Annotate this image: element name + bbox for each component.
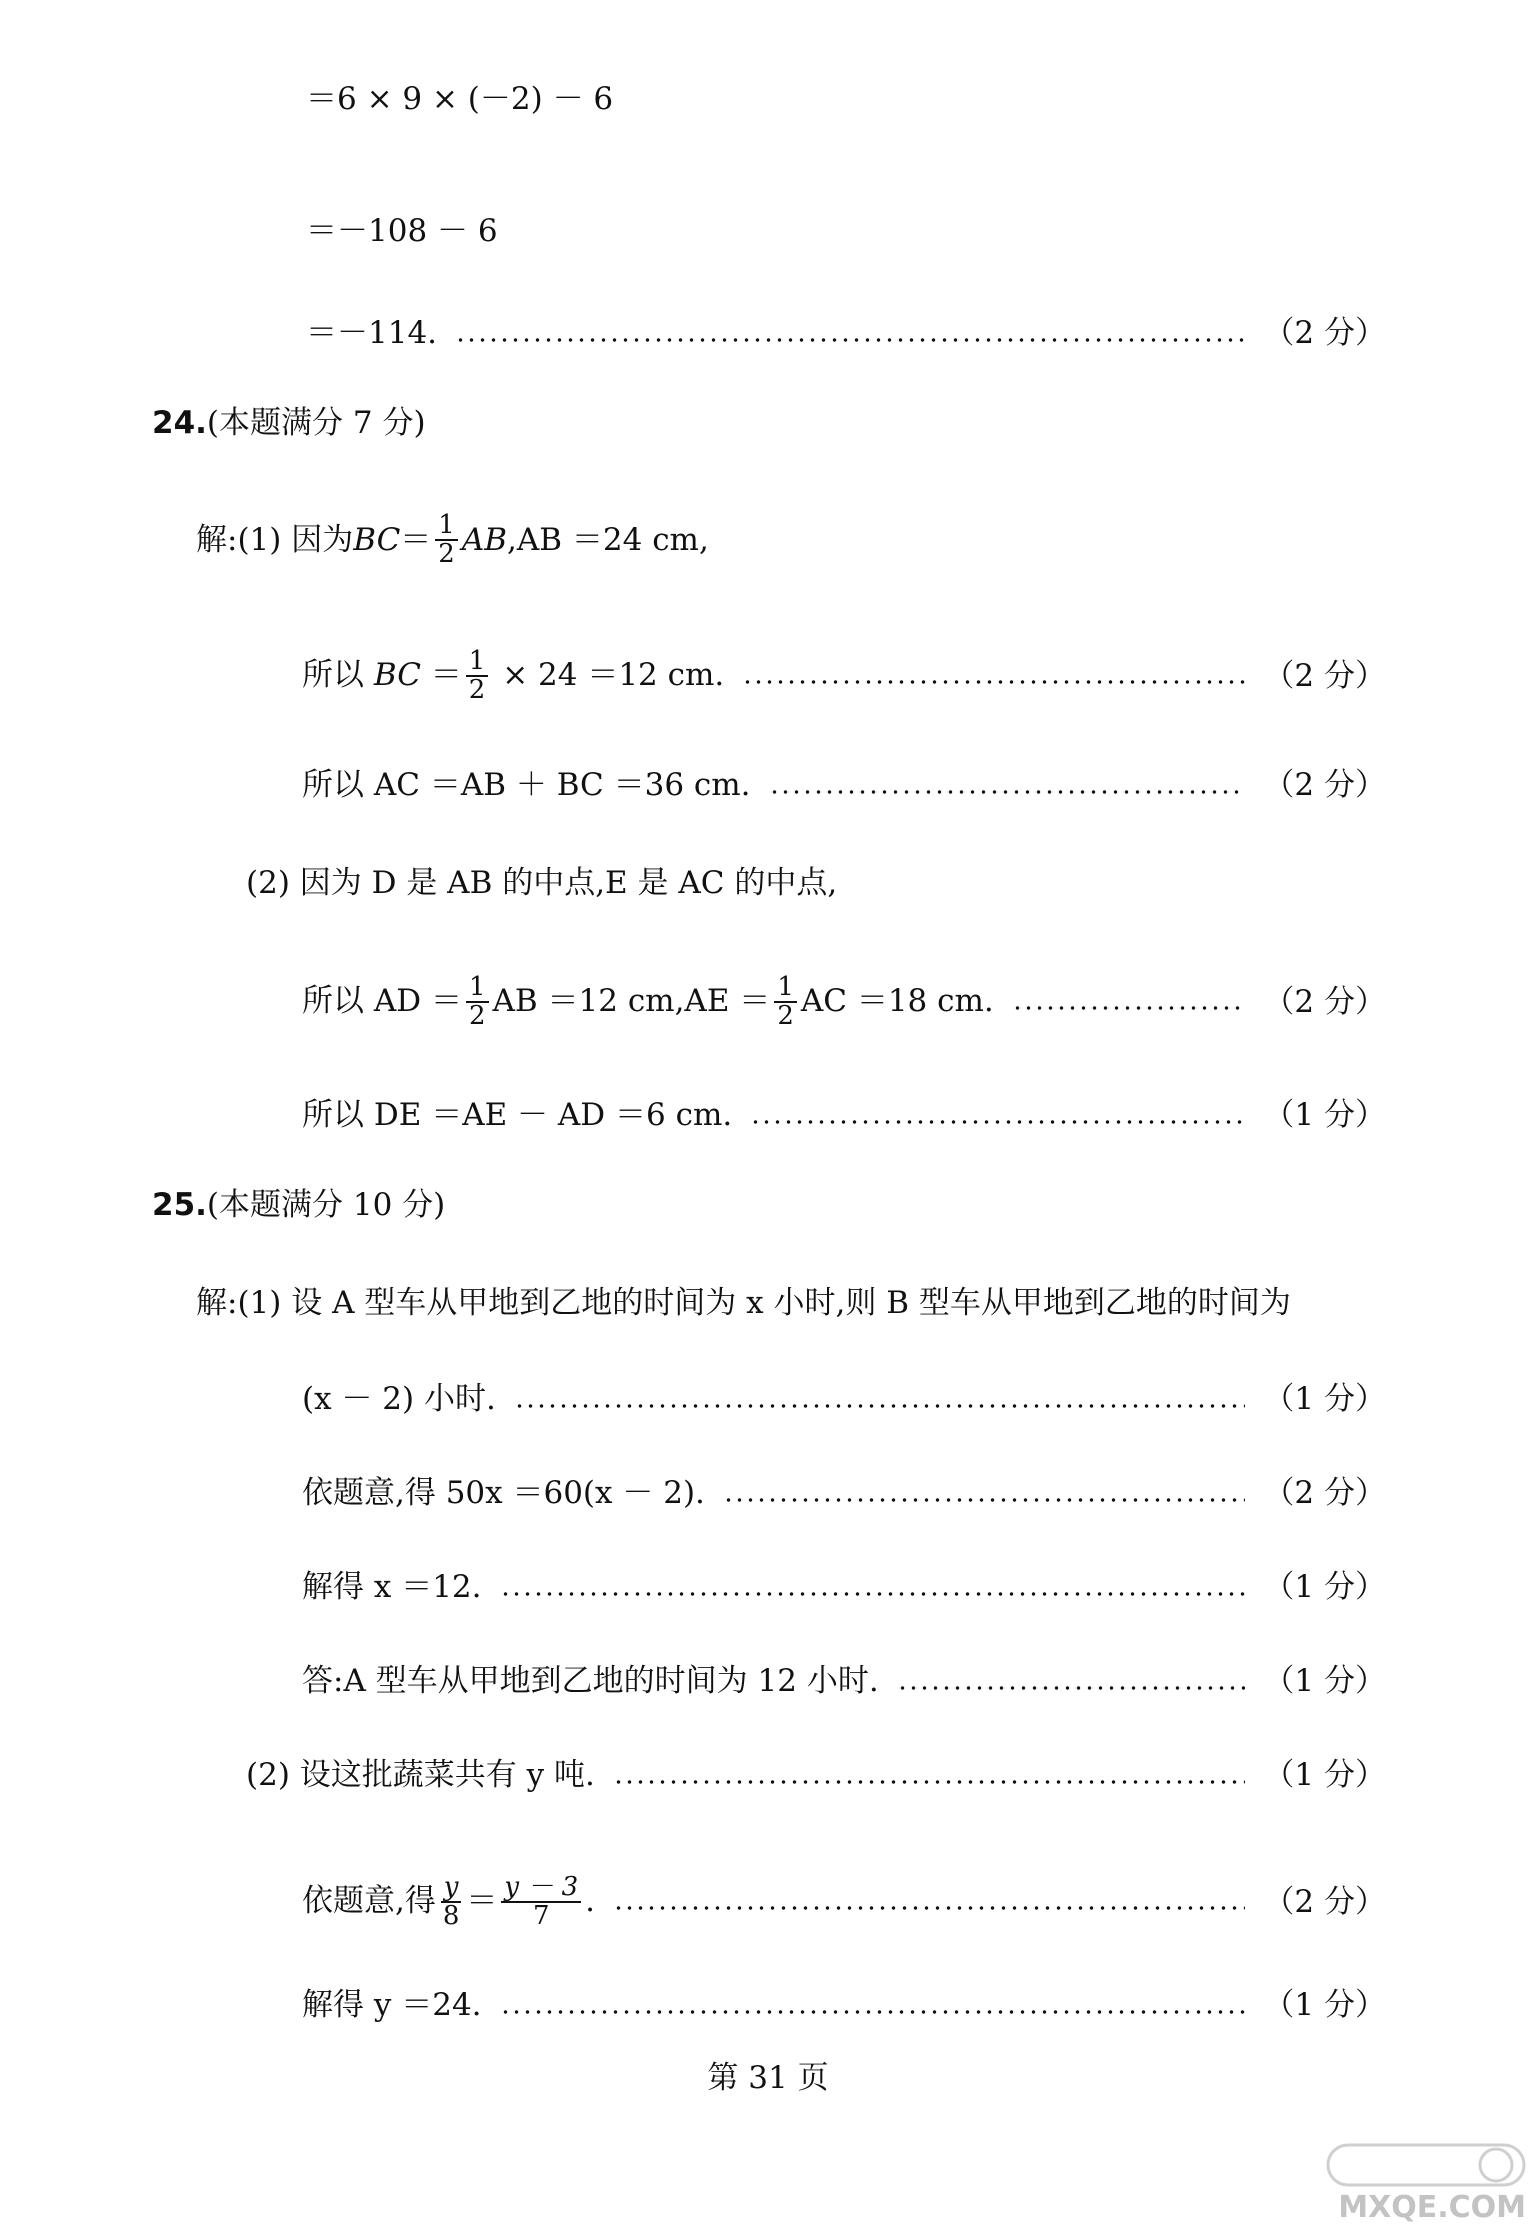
q25-step-3 <box>302 1475 1386 1511</box>
q25-heading-text: (本题满分 10 分) <box>206 1187 446 1223</box>
q24-heading <box>152 405 426 441</box>
q24-step-5-mid: AB ＝12 cm,AE ＝ <box>492 982 771 1019</box>
fraction-denominator: 7 <box>533 1901 550 1932</box>
q24-step-5 <box>302 974 1386 1031</box>
q25-step-8-text: 解得 y ＝24. <box>302 1987 482 2023</box>
q24-step-6-text: 所以 DE ＝AE － AD ＝6 cm. <box>302 1097 733 1133</box>
q24-step-1-ab: AB <box>461 521 508 558</box>
q25-step-6 <box>246 1757 1386 1793</box>
leader-dots <box>750 1120 1245 1124</box>
q24-step-5-prefix: 所以 AD ＝ <box>302 982 462 1019</box>
fraction <box>501 1874 581 1931</box>
fraction <box>466 974 489 1031</box>
fraction-denominator: 2 <box>468 1001 486 1032</box>
q24-number: 24. <box>152 405 207 441</box>
leader-dots <box>723 1498 1246 1502</box>
fraction-denominator: 2 <box>438 539 455 570</box>
q25-step-1 <box>196 1285 1291 1321</box>
q25-step-7-prefix: 依题意,得 <box>302 1882 436 1919</box>
fraction-denominator: 2 <box>468 675 486 706</box>
fraction <box>466 648 489 705</box>
leader-dots <box>769 790 1246 794</box>
leader-dots <box>613 1780 1246 1784</box>
q24-step-1-eq: ＝ <box>400 521 432 558</box>
score-label: （2 分） <box>1263 767 1386 803</box>
q25-number: 25. <box>152 1187 207 1223</box>
watermark-logo-icon <box>1326 2141 1526 2189</box>
fraction-denominator: 2 <box>777 1001 794 1032</box>
score-label: （1 分） <box>1263 1381 1386 1417</box>
fraction <box>440 1874 463 1931</box>
q25-step-4 <box>302 1569 1386 1605</box>
q24-step-5-text <box>302 974 994 1031</box>
q25-step-7 <box>302 1874 1386 1931</box>
leader-dots <box>455 338 1245 342</box>
q24-step-2-bc: BC <box>373 656 421 693</box>
q25-step-4-text: 解得 x ＝12. <box>302 1569 482 1605</box>
q24-step-6 <box>302 1097 1386 1133</box>
q24-step-4 <box>246 865 838 901</box>
q24-heading-text: (本题满分 7 分) <box>206 405 426 441</box>
score-label: （2 分） <box>1263 1883 1386 1920</box>
score-label: （1 分） <box>1263 1757 1386 1793</box>
fraction-numerator: 1 <box>774 974 797 1003</box>
q25-step-7-text <box>302 1874 595 1931</box>
q24-step-3-text: 所以 AC ＝AB ＋ BC ＝36 cm. <box>302 767 751 803</box>
score-label: （2 分） <box>1263 315 1386 351</box>
fraction-denominator: 8 <box>442 1901 460 1932</box>
q24-step-1-bc: BC <box>353 521 401 558</box>
q25-step-7-rest: . <box>585 1882 596 1919</box>
score-label: （1 分） <box>1263 1987 1386 2023</box>
fraction-numerator: 1 <box>466 974 489 1003</box>
score-label: （2 分） <box>1263 657 1386 694</box>
q24-step-1 <box>196 512 709 569</box>
q24-step-5-rest: AC ＝18 cm. <box>800 982 994 1019</box>
q24-step-1-prefix: 解:(1) 因为 <box>196 521 354 558</box>
q25-heading <box>152 1187 446 1223</box>
q24-step-2-eq: ＝ <box>420 656 462 693</box>
q24-step-2-prefix: 所以 <box>302 656 374 693</box>
calc-line-1-text: ＝6 × 9 × (－2) － 6 <box>306 81 614 117</box>
calc-line-3-text: ＝－114. <box>306 315 438 351</box>
q25-step-8 <box>302 1987 1386 2023</box>
q24-step-2-rest: × 24 ＝12 cm. <box>492 656 725 693</box>
page-number: 第 31 页 <box>707 2060 829 2096</box>
q25-step-5-text: 答:A 型车从甲地到乙地的时间为 12 小时. <box>302 1663 879 1699</box>
q25-step-7-eq: ＝ <box>466 1882 498 1919</box>
score-label: （2 分） <box>1263 983 1386 1020</box>
score-label: （2 分） <box>1263 1475 1386 1511</box>
q24-step-1-rest: ,AB ＝24 cm, <box>507 521 709 558</box>
fraction-numerator: y － 3 <box>501 1874 581 1903</box>
calc-line-1 <box>306 81 614 117</box>
calc-line-2 <box>306 213 498 249</box>
watermark <box>1316 2141 1526 2225</box>
fraction-numerator: 1 <box>466 648 489 677</box>
q24-step-2-text <box>302 648 724 705</box>
q24-step-2 <box>302 648 1386 705</box>
q25-step-2-text: (x － 2) 小时. <box>302 1381 496 1417</box>
leader-dots <box>742 680 1245 684</box>
calc-line-3 <box>306 315 1386 351</box>
q25-step-5 <box>302 1663 1386 1699</box>
leader-dots <box>1012 1006 1246 1010</box>
score-label: （1 分） <box>1263 1569 1386 1605</box>
watermark-text: MXQE.COM <box>1338 2190 1526 2225</box>
score-label: （1 分） <box>1263 1097 1386 1133</box>
fraction <box>774 974 797 1031</box>
fraction-numerator: 1 <box>435 512 458 541</box>
q24-step-4-text: (2) 因为 D 是 AB 的中点,E 是 AC 的中点, <box>246 865 838 901</box>
fraction <box>435 512 458 569</box>
fraction-numerator: y <box>441 1874 462 1903</box>
q25-step-1-text: 解:(1) 设 A 型车从甲地到乙地的时间为 x 小时,则 B 型车从甲地到乙地的时间为 <box>196 1285 1291 1321</box>
q25-step-6-text: (2) 设这批蔬菜共有 y 吨. <box>246 1757 595 1793</box>
leader-dots <box>500 1592 1246 1596</box>
q25-step-2 <box>302 1381 1386 1417</box>
q24-step-3 <box>302 767 1386 803</box>
q25-step-3-text: 依题意,得 50x ＝60(x － 2). <box>302 1475 705 1511</box>
leader-dots <box>514 1404 1246 1408</box>
leader-dots <box>897 1686 1246 1690</box>
leader-dots <box>500 2010 1246 2014</box>
leader-dots <box>613 1906 1245 1910</box>
calc-line-2-text: ＝－108 － 6 <box>306 213 498 249</box>
score-label: （1 分） <box>1263 1663 1386 1699</box>
